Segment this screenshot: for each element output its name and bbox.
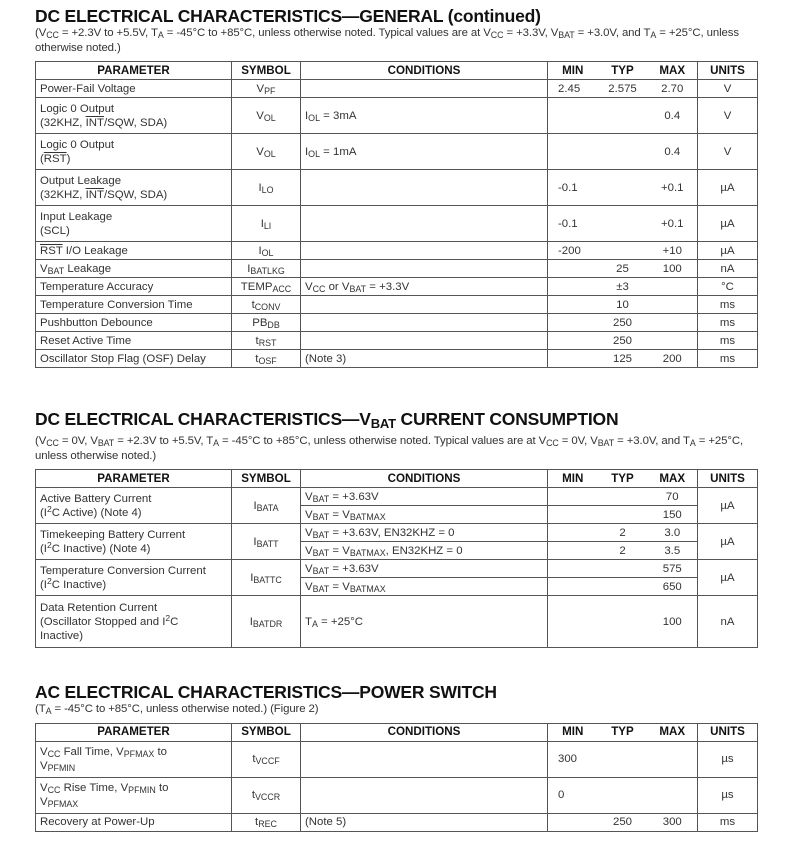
cell-min: 0 (548, 777, 598, 813)
cell-max: +0.1 (648, 170, 698, 206)
cell-conditions: $I_{OL} = 1mA$ (301, 134, 548, 170)
cell-max: 0.4 (648, 134, 698, 170)
section-conditions-note: ($T_A = -45^\circ C$ to +85°C, unless otherwise noted.) (Figure 2) (35, 703, 319, 716)
table-row (36, 350, 758, 368)
dc-vbat-table (35, 469, 758, 648)
table-row (36, 524, 758, 542)
cell-max: 575 (648, 560, 698, 578)
header-typ: TYP (598, 723, 648, 741)
cell-symbol: $I_{OL}$ (232, 242, 301, 260)
cell-max: 70 (648, 488, 698, 506)
cell-typ (598, 488, 648, 506)
cell-typ (598, 242, 648, 260)
cell-units: nA (698, 260, 758, 278)
cell-conditions (301, 170, 548, 206)
cell-min: 300 (548, 741, 598, 777)
cell-symbol: $t_{RST}$ (232, 332, 301, 350)
cell-typ (598, 777, 648, 813)
table-header-row (36, 723, 758, 741)
cell-parameter: Pushbutton Debounce (36, 314, 232, 332)
cell-conditions: $V_{BAT} = V_{BATMAX}$ (301, 506, 548, 524)
cell-conditions: (Note 5) (301, 813, 548, 831)
cell-conditions: $V_{BAT} = +3.63V$ (301, 560, 548, 578)
cell-parameter: Input Leakage (SCL) (36, 206, 232, 242)
cell-symbol: $I_{BATA}$ (232, 488, 301, 524)
cell-max: 150 (648, 506, 698, 524)
header-min: MIN (548, 470, 598, 488)
cell-max: +0.1 (648, 206, 698, 242)
cell-conditions (301, 314, 548, 332)
cell-parameter: Timekeeping Battery Current ($I^2C$ Inactive) (Note 4) (36, 524, 232, 560)
cell-parameter: Logic 0 Output (32KHZ, $\overline{INT}$/SQW, SDA) (36, 98, 232, 134)
cell-min (548, 596, 598, 648)
cell-conditions: $T_A = +25^\circ C$ (301, 596, 548, 648)
cell-typ (598, 134, 648, 170)
cell-min (548, 578, 598, 596)
cell-symbol: $TEMP_{ACC}$ (232, 278, 301, 296)
cell-parameter: Data Retention Current (Oscillator Stopped and $I^2C$ Inactive) (36, 596, 232, 648)
cell-max: 100 (648, 596, 698, 648)
cell-typ (598, 578, 648, 596)
header-parameter: PARAMETER (36, 470, 232, 488)
cell-symbol: $V_{PF}$ (232, 80, 301, 98)
header-units: UNITS (698, 470, 758, 488)
cell-units: ms (698, 332, 758, 350)
cell-units: µA (698, 242, 758, 260)
cell-min (548, 488, 598, 506)
cell-typ: 125 (598, 350, 648, 368)
cell-parameter: $V_{BAT}$ Leakage (36, 260, 232, 278)
cell-max (648, 278, 698, 296)
table-header-row (36, 62, 758, 80)
cell-parameter: $\overline{RST}$ I/O Leakage (36, 242, 232, 260)
header-symbol: SYMBOL (232, 723, 301, 741)
cell-conditions: $V_{CC}$ or $V_{BAT} = +3.3V$ (301, 278, 548, 296)
cell-parameter: $V_{CC}$ Rise Time, $V_{PFMIN}$ to $V_{PFMAX}$ (36, 777, 232, 813)
cell-typ (598, 98, 648, 134)
header-symbol: SYMBOL (232, 62, 301, 80)
cell-min: -0.1 (548, 206, 598, 242)
section-title: DC ELECTRICAL $CHARACTERISTICS—V_{BAT}$ CURRENT CONSUMPTION (35, 409, 619, 431)
cell-symbol: $t_{CONV}$ (232, 296, 301, 314)
cell-conditions (301, 206, 548, 242)
cell-typ: ±3 (598, 278, 648, 296)
cell-conditions: $V_{BAT} = +3.63V$ (301, 488, 548, 506)
cell-typ: 2.575 (598, 80, 648, 98)
cell-typ: 250 (598, 813, 648, 831)
header-max: MAX (648, 723, 698, 741)
cell-conditions (301, 741, 548, 777)
cell-max: +10 (648, 242, 698, 260)
cell-max: 3.0 (648, 524, 698, 542)
cell-symbol: $t_{OSF}$ (232, 350, 301, 368)
cell-max (648, 332, 698, 350)
cell-units: µA (698, 524, 758, 560)
cell-min (548, 542, 598, 560)
cell-symbol: $I_{BATTC}$ (232, 560, 301, 596)
table-row (36, 560, 758, 578)
dc-general-table (35, 61, 758, 368)
cell-units: °C (698, 278, 758, 296)
cell-min (548, 278, 598, 296)
cell-units: V (698, 134, 758, 170)
cell-units: ms (698, 350, 758, 368)
cell-max: 2.70 (648, 80, 698, 98)
cell-max: 650 (648, 578, 698, 596)
cell-units: µs (698, 777, 758, 813)
cell-typ (598, 506, 648, 524)
cell-units: µA (698, 170, 758, 206)
section-dc-general (35, 6, 757, 368)
cell-min (548, 524, 598, 542)
cell-units: µA (698, 206, 758, 242)
header-units: UNITS (698, 723, 758, 741)
cell-units: nA (698, 596, 758, 648)
table-row (36, 596, 758, 648)
cell-conditions: $V_{BAT} = V_{BATMAX}$, EN32KHZ = 0 (301, 542, 548, 560)
header-min: MIN (548, 62, 598, 80)
cell-symbol: $t_{VCCR}$ (232, 777, 301, 813)
section-title: AC ELECTRICAL CHARACTERISTICS—POWER SWITCH (35, 682, 497, 702)
cell-parameter: Power-Fail Voltage (36, 80, 232, 98)
cell-max: 300 (648, 813, 698, 831)
cell-parameter: Temperature Accuracy (36, 278, 232, 296)
cell-parameter: Active Battery Current ($I^2C$ Active) (Note 4) (36, 488, 232, 524)
table-row (36, 332, 758, 350)
cell-min (548, 813, 598, 831)
cell-min (548, 134, 598, 170)
table-row (36, 777, 758, 813)
cell-min (548, 350, 598, 368)
cell-conditions: $I_{OL} = 3mA$ (301, 98, 548, 134)
cell-min (548, 314, 598, 332)
cell-units: µs (698, 741, 758, 777)
cell-conditions (301, 332, 548, 350)
cell-typ: 250 (598, 314, 648, 332)
cell-symbol: $I_{BATLKG}$ (232, 260, 301, 278)
cell-typ: 25 (598, 260, 648, 278)
cell-units: µA (698, 488, 758, 524)
section-title: DC ELECTRICAL CHARACTERISTICS—GENERAL (continued) (35, 6, 541, 26)
table-row (36, 278, 758, 296)
cell-conditions: $V_{BAT} = V_{BATMAX}$ (301, 578, 548, 596)
header-units: UNITS (698, 62, 758, 80)
section-conditions-note: ($V_{CC} = 0V$, $V_{BAT} = +2.3V$ to +5.5V, $T_A = -45^\circ C$ to +85°C, unless otherwise noted. Typical values are at $V_{CC} = 0V$, $V_{BAT} = +3.0V$, and $T_A = +25^\circ C$, unless otherwise noted.) (35, 435, 744, 462)
cell-min (548, 296, 598, 314)
table-row (36, 488, 758, 506)
cell-symbol: $t_{VCCF}$ (232, 741, 301, 777)
cell-parameter: Recovery at Power-Up (36, 813, 232, 831)
cell-parameter: Temperature Conversion Time (36, 296, 232, 314)
ac-power-switch-table (35, 723, 758, 832)
table-row (36, 296, 758, 314)
cell-units: µA (698, 560, 758, 596)
table-row (36, 80, 758, 98)
header-typ: TYP (598, 62, 648, 80)
table-row (36, 260, 758, 278)
cell-conditions: (Note 3) (301, 350, 548, 368)
cell-typ: 10 (598, 296, 648, 314)
cell-units: V (698, 80, 758, 98)
header-max: MAX (648, 62, 698, 80)
cell-typ: 250 (598, 332, 648, 350)
cell-typ (598, 596, 648, 648)
cell-units: ms (698, 813, 758, 831)
table-header-row (36, 470, 758, 488)
cell-parameter: Reset Active Time (36, 332, 232, 350)
cell-typ (598, 560, 648, 578)
cell-conditions (301, 296, 548, 314)
cell-typ: 2 (598, 524, 648, 542)
cell-conditions (301, 777, 548, 813)
cell-symbol: $I_{BATT}$ (232, 524, 301, 560)
table-row (36, 813, 758, 831)
cell-max: 100 (648, 260, 698, 278)
cell-min: -0.1 (548, 170, 598, 206)
cell-max: 200 (648, 350, 698, 368)
table-row (36, 170, 758, 206)
cell-parameter: Output Leakage (32KHZ, $\overline{INT}$/SQW, SDA) (36, 170, 232, 206)
cell-units: ms (698, 314, 758, 332)
cell-symbol: $I_{BATDR}$ (232, 596, 301, 648)
section-dc-vbat-current (35, 409, 757, 648)
table-row (36, 134, 758, 170)
header-min: MIN (548, 723, 598, 741)
cell-min (548, 260, 598, 278)
cell-min (548, 506, 598, 524)
cell-min: -200 (548, 242, 598, 260)
header-conditions: CONDITIONS (301, 470, 548, 488)
table-row (36, 98, 758, 134)
table-row (36, 741, 758, 777)
cell-conditions (301, 80, 548, 98)
cell-symbol: $PB_{DB}$ (232, 314, 301, 332)
cell-typ (598, 206, 648, 242)
cell-max (648, 296, 698, 314)
cell-conditions: $V_{BAT} = +3.63V$, EN32KHZ = 0 (301, 524, 548, 542)
cell-units: ms (698, 296, 758, 314)
cell-min (548, 98, 598, 134)
cell-symbol: $V_{OL}$ (232, 98, 301, 134)
table-row (36, 206, 758, 242)
cell-max (648, 777, 698, 813)
cell-parameter: $V_{CC}$ Fall Time, $V_{PFMAX}$ to $V_{PFMIN}$ (36, 741, 232, 777)
cell-max (648, 314, 698, 332)
section-ac-power-switch (35, 682, 757, 832)
header-typ: TYP (598, 470, 648, 488)
cell-min: 2.45 (548, 80, 598, 98)
cell-symbol: $V_{OL}$ (232, 134, 301, 170)
header-parameter: PARAMETER (36, 62, 232, 80)
cell-min (548, 560, 598, 578)
header-parameter: PARAMETER (36, 723, 232, 741)
cell-symbol: $t_{REC}$ (232, 813, 301, 831)
header-symbol: SYMBOL (232, 470, 301, 488)
cell-typ (598, 741, 648, 777)
cell-conditions (301, 242, 548, 260)
header-conditions: CONDITIONS (301, 62, 548, 80)
table-row (36, 242, 758, 260)
table-row (36, 314, 758, 332)
cell-max (648, 741, 698, 777)
cell-conditions (301, 260, 548, 278)
cell-max: 3.5 (648, 542, 698, 560)
cell-symbol: $I_{LO}$ (232, 170, 301, 206)
section-conditions-note: ($V_{CC} = +2.3V$ to +5.5V, $T_A = -45^\circ C$ to +85°C, unless otherwise noted. Typical values are at $V_{CC} = +3.3V$, $V_{BAT} = +3.0V$, and $T_A = +25^\circ C$, unless otherwise noted.) (35, 27, 739, 54)
cell-symbol: $I_{LI}$ (232, 206, 301, 242)
cell-parameter: Logic 0 Output $(\overline{RST})$ (36, 134, 232, 170)
cell-parameter: Temperature Conversion Current ($I^2C$ Inactive) (36, 560, 232, 596)
cell-typ: 2 (598, 542, 648, 560)
cell-min (548, 332, 598, 350)
header-conditions: CONDITIONS (301, 723, 548, 741)
header-max: MAX (648, 470, 698, 488)
cell-parameter: Oscillator Stop Flag (OSF) Delay (36, 350, 232, 368)
cell-typ (598, 170, 648, 206)
cell-units: V (698, 98, 758, 134)
cell-max: 0.4 (648, 98, 698, 134)
